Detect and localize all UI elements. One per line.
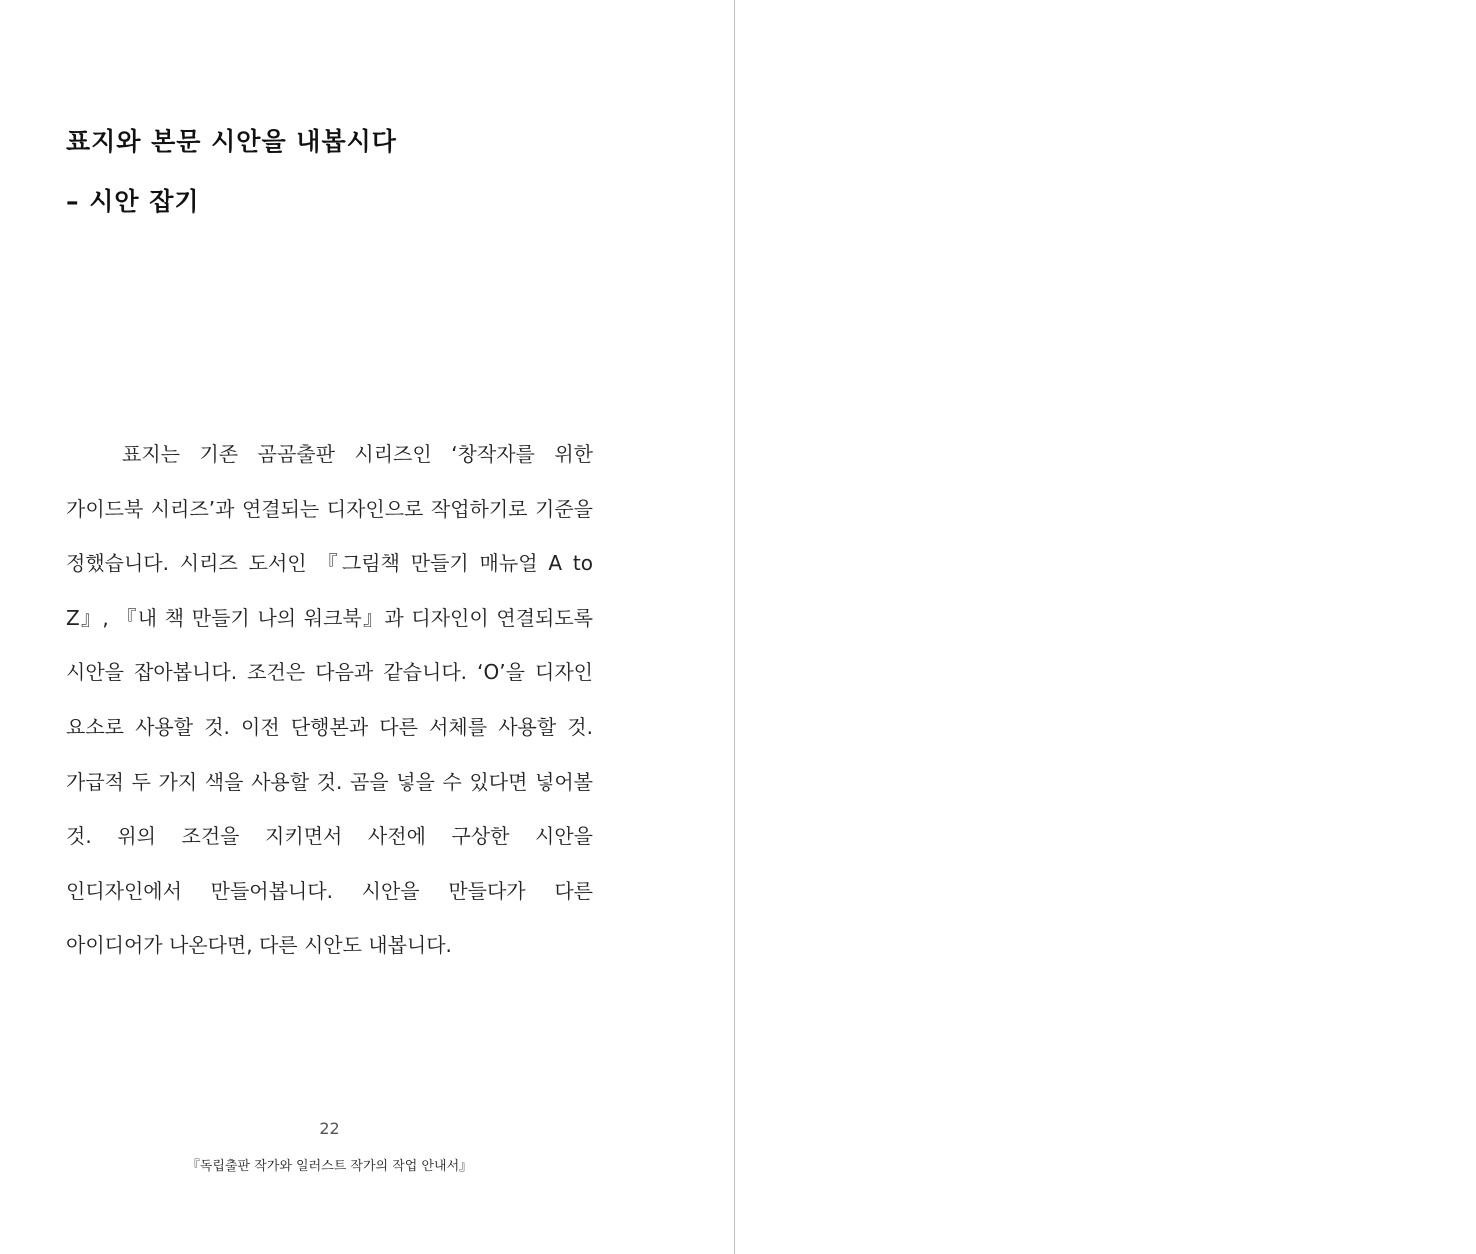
right-page-blank <box>735 0 1476 1254</box>
running-footer: 『독립출판 작가와 일러스트 작가의 작업 안내서』 <box>186 1159 473 1174</box>
body-paragraph: 표지는 기존 곰곰출판 시리즈인 ‘창작자를 위한 가이드북 시리즈’과 연결되는 디자인으로 작업하기로 기준을 정했습니다. 시리즈 도서인 『그림책 만들기 매뉴얼 A to Z』, 『내 책 만들기 나의 워크북』과 디자인이 연결되도록 시안을 잡아봅니다. 조건은 다음과 같습니다. ‘O’을 디자인 요소로 사용할 것. 이전 단행본과 다른 서체를 사용할 것. 가급적 두 가지 색을 사용할 것. 곰을 넣을 수 있다면 넣어볼 것. 위의 조건을 지키면서 사전에 구상한 시안을 인디자인에서 만들어봅니다. 시안을 만들다가 다른 아이디어가 나온다면, 다른 시안도 내봅니다. <box>66 442 593 958</box>
page-number: 22 <box>319 1119 340 1138</box>
chapter-title <box>66 112 626 232</box>
left-page <box>0 0 734 1254</box>
chapter-title-line-1: 표지와 본문 시안을 내봅시다 <box>66 127 397 156</box>
chapter-subtitle: – 시안 잡기 <box>66 187 200 216</box>
